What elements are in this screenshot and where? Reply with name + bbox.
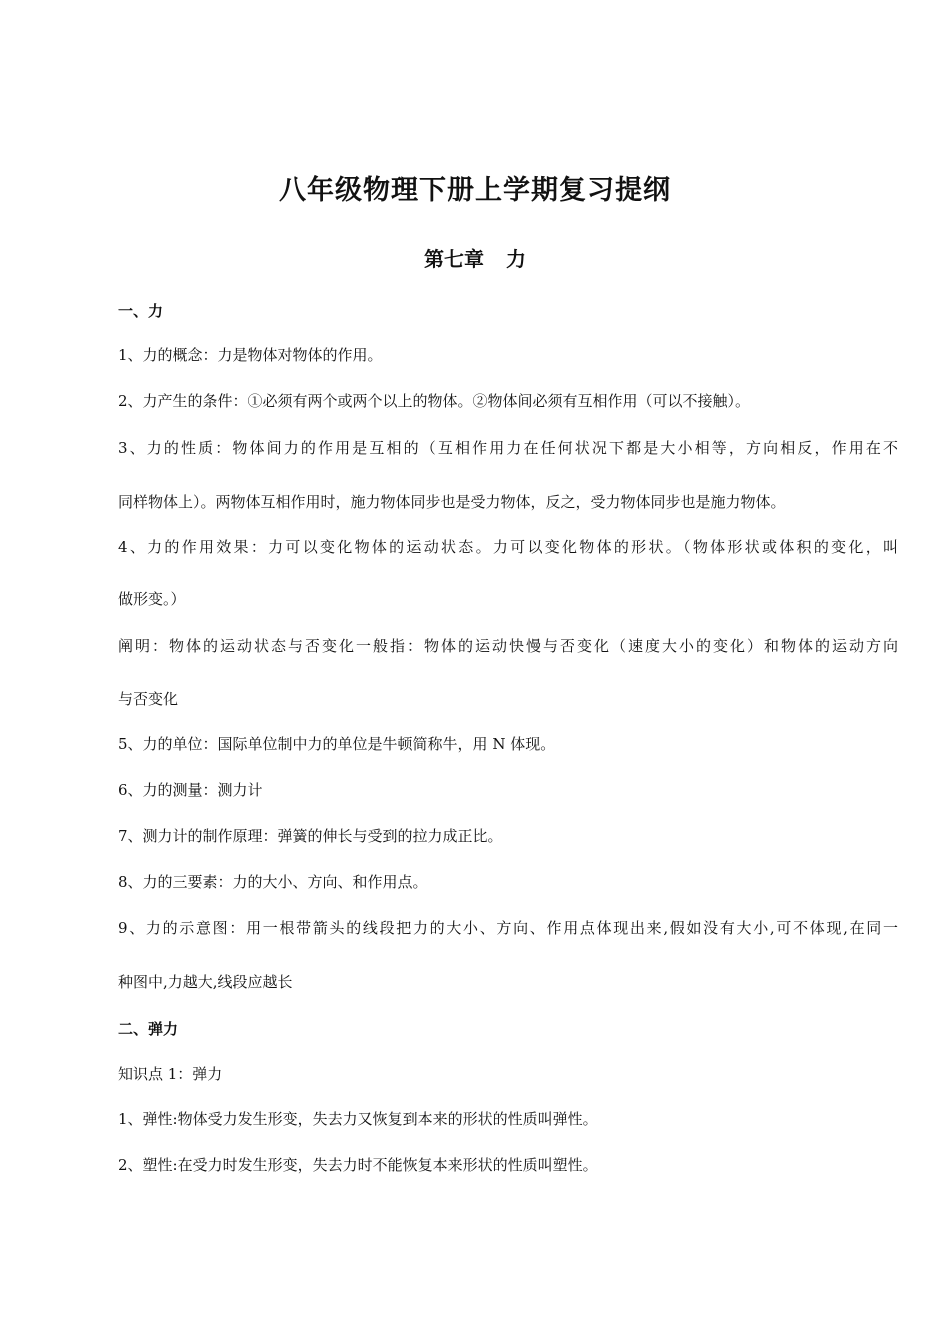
paragraph-line: 做形变。） [118,590,186,608]
paragraph-line: 4、力的作用效果：力可以变化物体的运动状态。力可以变化物体的形状。（物体形状或体积的变化，叫 [118,538,898,556]
paragraph-line: 9、力的示意图：用一根带箭头的线段把力的大小、方向、作用点体现出来,假如没有大小,可不体现,在同一 [118,919,898,937]
paragraph-line: 2、力产生的条件：①必须有两个或两个以上的物体。②物体间必须有互相作用（可以不接触）。 [118,392,751,410]
chapter-label: 第七章 [424,247,484,271]
paragraph-line: 5、力的单位：国际单位制中力的单位是牛顿简称牛，用 N 体现。 [118,735,556,753]
paragraph-line: 1、弹性:物体受力发生形变，失去力又恢复到本来的形状的性质叫弹性。 [118,1110,598,1128]
paragraph-line: 同样物体上）。两物体互相作用时，施力物体同步也是受力物体，反之，受力物体同步也是施力物体。 [118,493,786,511]
paragraph-line: 3、力的性质：物体间力的作用是互相的（互相作用力在任何状况下都是大小相等，方向相反，作用在不 [118,439,898,457]
knowledge-point-label: 知识点 1：弹力 [118,1065,223,1083]
paragraph-line: 7、测力计的制作原理：弹簧的伸长与受到的拉力成正比。 [118,827,503,845]
paragraph-line: 6、力的测量：测力计 [118,781,263,799]
document-title: 八年级物理下册上学期复习提纲 [279,175,671,206]
section-heading-elastic: 二、弹力 [118,1020,179,1038]
paragraph-line: 种图中,力越大,线段应越长 [118,973,293,991]
section-heading-force: 一、力 [118,302,164,320]
chapter-heading [0,243,950,272]
paragraph-line: 2、塑性:在受力时发生形变，失去力时不能恢复本来形状的性质叫塑性。 [118,1156,598,1174]
paragraph-line: 8、力的三要素：力的大小、方向、和作用点。 [118,873,428,891]
paragraph-line: 1、力的概念：力是物体对物体的作用。 [118,346,383,364]
note-line: 阐明：物体的运动状态与否变化一般指：物体的运动快慢与否变化（速度大小的变化）和物体的运动方向 [118,637,898,655]
note-line: 与否变化 [118,690,179,708]
chapter-name: 力 [506,247,526,271]
